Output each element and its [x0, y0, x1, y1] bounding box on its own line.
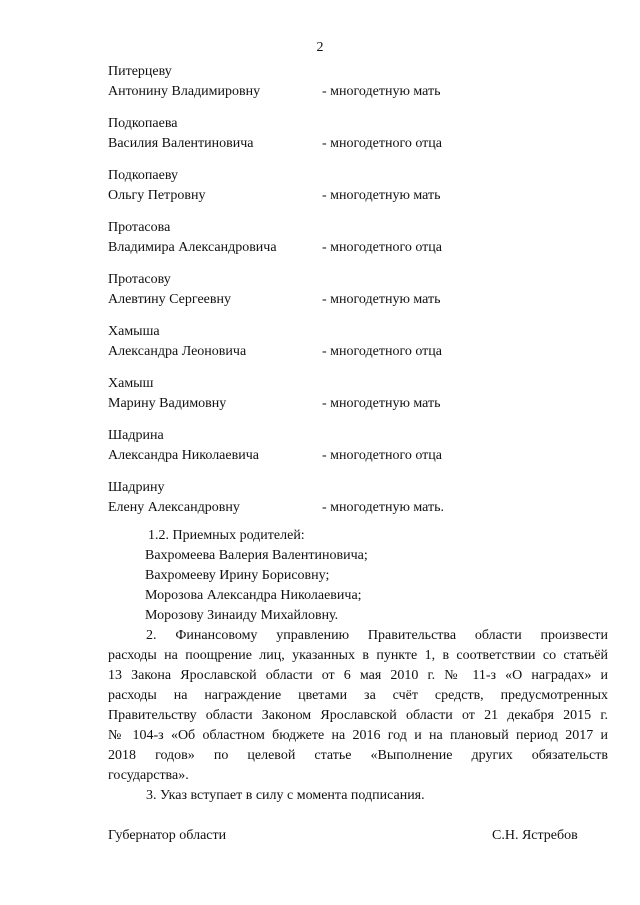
paragraph-2: [108, 626, 608, 786]
awardee-role: - многодетную мать.: [322, 500, 445, 515]
paragraph-line: № 104-з «Об областном бюджете на 2016 год и на плановый период 2017 и: [108, 728, 608, 743]
awardee-given-name: Александра Николаевича: [108, 448, 259, 463]
foster-parent-name: Морозову Зинаиду Михайловну.: [145, 608, 339, 623]
awardee-role: - многодетную мать: [322, 396, 441, 411]
awardee-given-name: Антонину Владимировну: [108, 84, 261, 99]
awardee-record: [108, 478, 528, 518]
signature-name: С.Н. Ястребов: [492, 828, 578, 843]
awardee-given-name: Ольгу Петровну: [108, 188, 206, 203]
awardee-role: - многодетного отца: [322, 344, 442, 359]
paragraph-line: 13 Закона Ярославской области от 6 мая 2010 г. № 11-з «О наградах» и: [108, 668, 608, 683]
awardee-surname: Хамыша: [108, 324, 160, 339]
awardee-surname: Шадрину: [108, 480, 165, 495]
awardee-given-name: Владимира Александровича: [108, 240, 277, 255]
awardee-record: [108, 322, 528, 362]
awardee-given-name: Василия Валентиновича: [108, 136, 254, 151]
foster-parent-name: Вахромеева Валерия Валентиновича;: [145, 548, 368, 563]
paragraph-3: 3. Указ вступает в силу с момента подписания.: [146, 788, 425, 803]
awardee-record: [108, 114, 528, 154]
awardee-record: [108, 270, 528, 310]
awardee-role: - многодетного отца: [322, 136, 442, 151]
section-heading: 1.2. Приемных родителей:: [148, 528, 305, 543]
foster-parent-name: Морозова Александра Николаевича;: [145, 588, 362, 603]
awardee-surname: Подкопаеву: [108, 168, 178, 183]
awardee-role: - многодетную мать: [322, 292, 441, 307]
paragraph-line: 2. Финансовому управлению Правительства области произвести: [146, 628, 608, 643]
awardee-surname: Протасова: [108, 220, 171, 235]
awardee-record: [108, 374, 528, 414]
paragraph-line: расходы на награждение цветами за счёт средств, предусмотренных: [108, 688, 608, 703]
paragraph-line: 2018 годов» по целевой статье «Выполнение других обязательств: [108, 748, 608, 763]
awardee-record: [108, 426, 528, 466]
awardee-record: [108, 62, 528, 102]
awardee-given-name: Марину Вадимовну: [108, 396, 227, 411]
awardee-role: - многодетного отца: [322, 448, 442, 463]
awardee-record: [108, 218, 528, 258]
awardee-surname: Протасову: [108, 272, 171, 287]
signature-position: Губернатор области: [108, 828, 227, 843]
paragraph-line: расходы на поощрение лиц, указанных в пункте 1, в соответствии со статьёй: [108, 648, 608, 663]
awardee-role: - многодетную мать: [322, 84, 441, 99]
awardee-surname: Подкопаева: [108, 116, 178, 131]
awardee-surname: Шадрина: [108, 428, 164, 443]
awardee-record: [108, 166, 528, 206]
paragraph-line: Правительству области Законом Ярославской области от 21 декабря 2015 г.: [108, 708, 608, 723]
awardee-given-name: Александра Леоновича: [108, 344, 247, 359]
page-number: 2: [316, 40, 324, 55]
foster-parent-name: Вахромееву Ирину Борисовну;: [145, 568, 330, 583]
awardee-surname: Питерцеву: [108, 64, 172, 79]
awardee-role: - многодетного отца: [322, 240, 442, 255]
awardee-given-name: Алевтину Сергеевну: [108, 292, 231, 307]
awardee-role: - многодетную мать: [322, 188, 441, 203]
awardee-surname: Хамыш: [108, 376, 154, 391]
awardee-given-name: Елену Александровну: [108, 500, 240, 515]
paragraph-line: государства».: [108, 768, 189, 783]
